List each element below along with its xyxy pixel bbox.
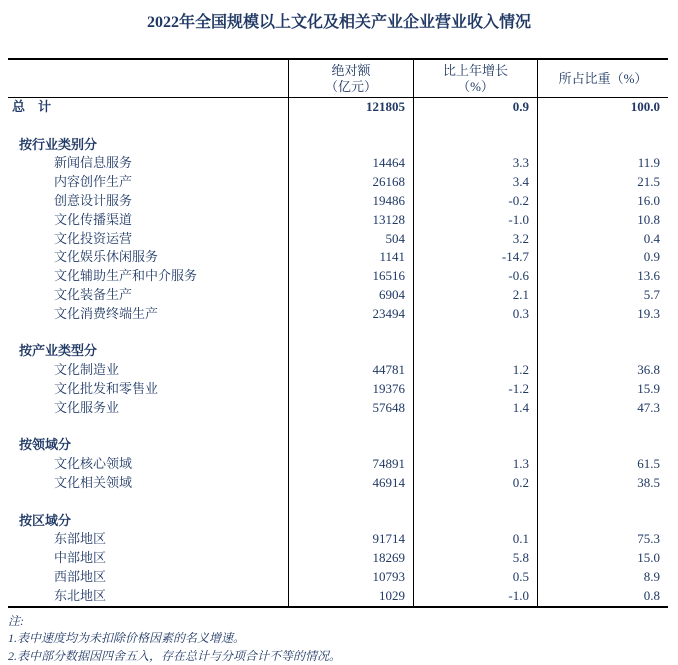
table-row <box>8 549 668 568</box>
table-header <box>8 58 668 98</box>
spacer-row <box>8 493 668 512</box>
cell-absolute-value <box>288 512 413 531</box>
cell-growth-value: -14.7 <box>413 248 537 267</box>
table-row <box>8 173 668 192</box>
row-label: 中部地区 <box>54 550 107 566</box>
row-label: 东部地区 <box>54 531 107 547</box>
spacer-row <box>8 324 668 343</box>
cell-share-value <box>537 493 668 512</box>
cell-share-value: 10.8 <box>537 211 668 230</box>
table-row <box>8 530 668 549</box>
cell-absolute-value: 46914 <box>288 474 413 493</box>
cell-share-value: 36.8 <box>537 361 668 380</box>
cell-growth-value <box>413 342 537 361</box>
page-title: 2022年全国规模以上文化及相关产业企业营业收入情况 <box>146 14 531 31</box>
cell-share-value <box>537 418 668 437</box>
row-label: 东北地区 <box>54 587 107 603</box>
row-label: 文化装备生产 <box>54 286 133 302</box>
cell-share-value: 38.5 <box>537 474 668 493</box>
cell-share-value: 100.0 <box>537 98 668 117</box>
row-label: 创意设计服务 <box>54 192 133 208</box>
row-label: 按领域分 <box>19 437 72 453</box>
table-notes <box>8 613 678 665</box>
cell-share-value: 13.6 <box>537 267 668 286</box>
section-header-row <box>8 136 668 155</box>
cell-absolute-value <box>288 117 413 136</box>
cell-share-value <box>537 324 668 343</box>
table-row <box>8 248 668 267</box>
row-label: 按行业类别分 <box>19 136 98 152</box>
row-label: 文化传播渠道 <box>54 211 133 227</box>
row-label: 按产业类型分 <box>19 343 98 359</box>
cell-growth-value: -0.6 <box>413 267 537 286</box>
cell-absolute-value <box>288 418 413 437</box>
cell-growth-value <box>413 436 537 455</box>
cell-growth-value: 1.4 <box>413 399 537 418</box>
revenue-table <box>8 58 668 608</box>
cell-growth-value: 0.2 <box>413 474 537 493</box>
cell-absolute-value <box>288 324 413 343</box>
row-label: 文化服务业 <box>54 399 120 415</box>
cell-growth-value: 0.5 <box>413 568 537 587</box>
cell-share-value: 0.4 <box>537 230 668 249</box>
row-label <box>8 324 288 343</box>
cell-growth-value: 3.4 <box>413 173 537 192</box>
cell-absolute-value <box>288 436 413 455</box>
cell-share-value <box>537 436 668 455</box>
cell-growth-value: 0.9 <box>413 98 537 117</box>
table-body <box>8 98 668 608</box>
table-row <box>8 305 668 324</box>
cell-share-value <box>537 117 668 136</box>
table-row <box>8 568 668 587</box>
cell-share-value <box>537 136 668 155</box>
cell-growth-value: 1.2 <box>413 361 537 380</box>
header-col-indicator <box>8 60 288 97</box>
cell-share-value: 61.5 <box>537 455 668 474</box>
note-line-1: 1.表中速度均为未扣除价格因素的名义增速。 <box>8 631 246 646</box>
table-row <box>8 587 668 606</box>
row-label <box>8 493 288 512</box>
cell-absolute-value <box>288 136 413 155</box>
row-label <box>8 117 288 136</box>
cell-absolute-value: 1029 <box>288 587 413 606</box>
row-label: 文化投资运营 <box>54 230 133 246</box>
table-row <box>8 154 668 173</box>
total-row <box>8 98 668 117</box>
header-col-share <box>537 60 668 97</box>
cell-share-value: 15.0 <box>537 549 668 568</box>
cell-growth-value: -1.2 <box>413 380 537 399</box>
cell-share-value: 21.5 <box>537 173 668 192</box>
cell-absolute-value: 14464 <box>288 154 413 173</box>
header-col-growth <box>413 60 537 97</box>
cell-growth-value <box>413 493 537 512</box>
row-label: 文化辅助生产和中介服务 <box>54 268 198 284</box>
row-label: 新闻信息服务 <box>54 155 133 171</box>
cell-share-value: 0.8 <box>537 587 668 606</box>
cell-growth-value: -1.0 <box>413 587 537 606</box>
cell-growth-value: 1.3 <box>413 455 537 474</box>
cell-growth-value: 5.8 <box>413 549 537 568</box>
header-share-label: 所占比重（%） <box>558 70 648 86</box>
cell-absolute-value: 19486 <box>288 192 413 211</box>
cell-growth-value <box>413 418 537 437</box>
spacer-row <box>8 117 668 136</box>
cell-share-value: 8.9 <box>537 568 668 587</box>
cell-share-value: 5.7 <box>537 286 668 305</box>
cell-absolute-value: 26168 <box>288 173 413 192</box>
cell-growth-value: 2.1 <box>413 286 537 305</box>
cell-absolute-value <box>288 342 413 361</box>
cell-absolute-value: 1141 <box>288 248 413 267</box>
table-row <box>8 230 668 249</box>
table-row <box>8 380 668 399</box>
cell-absolute-value: 23494 <box>288 305 413 324</box>
cell-absolute-value: 10793 <box>288 568 413 587</box>
table-row <box>8 474 668 493</box>
row-label: 文化相关领域 <box>54 474 133 490</box>
row-label <box>8 418 288 437</box>
cell-growth-value <box>413 324 537 343</box>
cell-absolute-value <box>288 493 413 512</box>
cell-share-value: 75.3 <box>537 530 668 549</box>
spacer-row <box>8 418 668 437</box>
row-label: 文化娱乐休闲服务 <box>54 249 159 265</box>
cell-share-value: 16.0 <box>537 192 668 211</box>
cell-absolute-value: 19376 <box>288 380 413 399</box>
table-row <box>8 211 668 230</box>
header-absolute-line1: 绝对额 <box>331 62 371 78</box>
cell-absolute-value: 18269 <box>288 549 413 568</box>
row-label: 文化制造业 <box>54 362 120 378</box>
cell-absolute-value: 6904 <box>288 286 413 305</box>
row-label: 西部地区 <box>54 568 107 584</box>
cell-absolute-value: 121805 <box>288 98 413 117</box>
cell-absolute-value: 504 <box>288 230 413 249</box>
notes-label: 注: <box>8 613 24 628</box>
cell-share-value: 11.9 <box>537 154 668 173</box>
cell-growth-value <box>413 136 537 155</box>
section-header-row <box>8 342 668 361</box>
cell-growth-value <box>413 512 537 531</box>
row-label: 按区域分 <box>19 512 72 528</box>
cell-growth-value: -0.2 <box>413 192 537 211</box>
table-row <box>8 267 668 286</box>
cell-share-value: 47.3 <box>537 399 668 418</box>
header-growth-line1: 比上年增长 <box>442 62 508 78</box>
row-label: 文化批发和零售业 <box>54 380 159 396</box>
cell-share-value <box>537 342 668 361</box>
section-header-row <box>8 512 668 531</box>
cell-share-value: 0.9 <box>537 248 668 267</box>
section-header-row <box>8 436 668 455</box>
header-col-absolute <box>288 60 413 97</box>
cell-absolute-value: 74891 <box>288 455 413 474</box>
table-row <box>8 192 668 211</box>
cell-growth-value: 0.3 <box>413 305 537 324</box>
row-label: 文化核心领域 <box>54 456 133 472</box>
row-label: 文化消费终端生产 <box>54 305 159 321</box>
cell-absolute-value: 91714 <box>288 530 413 549</box>
table-row <box>8 455 668 474</box>
cell-growth-value <box>413 117 537 136</box>
row-label: 总 计 <box>12 99 52 114</box>
cell-growth-value: 3.2 <box>413 230 537 249</box>
cell-growth-value: 0.1 <box>413 530 537 549</box>
cell-absolute-value: 16516 <box>288 267 413 286</box>
cell-absolute-value: 13128 <box>288 211 413 230</box>
table-row <box>8 286 668 305</box>
cell-absolute-value: 57648 <box>288 399 413 418</box>
cell-share-value <box>537 512 668 531</box>
cell-share-value: 15.9 <box>537 380 668 399</box>
note-line-2: 2.表中部分数据因四舍五入，存在总计与分项合计不等的情况。 <box>8 648 342 663</box>
cell-growth-value: -1.0 <box>413 211 537 230</box>
cell-share-value: 19.3 <box>537 305 668 324</box>
cell-absolute-value: 44781 <box>288 361 413 380</box>
table-row <box>8 361 668 380</box>
header-absolute-line2: （亿元） <box>324 78 377 94</box>
table-row <box>8 399 668 418</box>
cell-growth-value: 3.3 <box>413 154 537 173</box>
row-label: 内容创作生产 <box>54 174 133 190</box>
header-growth-line2: （%） <box>457 78 494 94</box>
